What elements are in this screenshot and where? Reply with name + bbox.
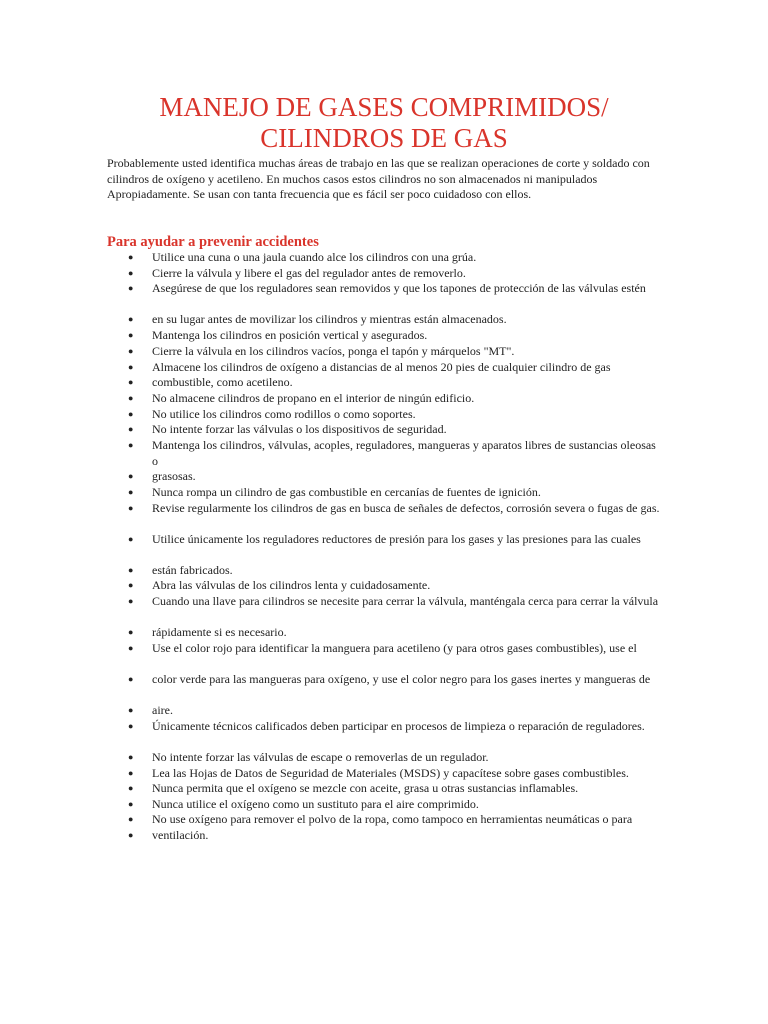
bullet-icon: ● xyxy=(128,534,134,544)
bullet-icon: ● xyxy=(128,487,134,497)
bullet-icon: ● xyxy=(128,409,134,419)
bullet-icon: ● xyxy=(128,752,134,762)
list-item-text: No almacene cilindros de propano en el interior de ningún edificio. xyxy=(152,391,475,405)
document-title: MANEJO DE GASES COMPRIMIDOS/ CILINDROS DE GAS xyxy=(159,92,609,153)
bullet-icon: ● xyxy=(128,393,134,403)
list-item-text: están fabricados. xyxy=(152,563,233,577)
list-item-text: Mantenga los cilindros, válvulas, acoples, reguladores, mangueras y aparatos libres de sustancias oleosas o xyxy=(152,438,656,468)
list-item-text: Únicamente técnicos calificados deben participar en procesos de limpieza o reparación de reguladores. xyxy=(152,719,645,733)
intro-line: cilindros de oxígeno y acetileno. En muchos casos estos cilindros no son almacenados ni manipulados xyxy=(107,171,598,186)
bullet-icon: ● xyxy=(128,565,134,575)
bullet-icon: ● xyxy=(128,268,134,278)
bullet-icon: ● xyxy=(128,252,134,262)
bullet-icon: ● xyxy=(128,768,134,778)
list-item-text: Asegúrese de que los reguladores sean removidos y que los tapones de protección de las válvulas estén xyxy=(152,281,646,295)
bullet-icon: ● xyxy=(128,627,134,637)
bullet-icon: ● xyxy=(128,830,134,840)
list-item-text: Utilice únicamente los reguladores reductores de presión para los gases y las presiones para las cuales xyxy=(152,532,641,546)
bullet-icon: ● xyxy=(128,596,134,606)
list-item-text: rápidamente si es necesario. xyxy=(152,625,287,639)
list-item-text: Almacene los cilindros de oxígeno a distancias de al menos 20 pies de cualquier cilindro de gas xyxy=(152,360,611,374)
bullet-icon: ● xyxy=(128,362,134,372)
list-item-text: Cierre la válvula y libere el gas del regulador antes de removerlo. xyxy=(152,266,466,280)
list-item-text: ventilación. xyxy=(152,828,209,842)
bullet-icon: ● xyxy=(128,471,134,481)
list-item-text: Abra las válvulas de los cilindros lenta y cuidadosamente. xyxy=(152,578,431,592)
list-item-text: Use el color rojo para identificar la manguera para acetileno (y para otros gases combustibles), use el xyxy=(152,641,637,655)
section-heading: Para ayudar a prevenir accidentes xyxy=(107,234,319,250)
list-item-text: Mantenga los cilindros en posición vertical y asegurados. xyxy=(152,328,428,342)
bullet-icon: ● xyxy=(128,283,134,293)
list-item-text: Cuando una llave para cilindros se necesite para cerrar la válvula, manténgala cerca para cerrar la válvula xyxy=(152,594,659,608)
intro-line: Probablemente usted identifica muchas áreas de trabajo en las que se realizan operaciones de corte y soldado con xyxy=(107,156,650,170)
intro-line: Apropiadamente. Se usan con tanta frecuencia que es fácil ser poco cuidadoso con ellos. xyxy=(107,187,532,201)
bullet-icon: ● xyxy=(128,643,134,653)
bullet-icon: ● xyxy=(128,330,134,340)
list-item-text: Utilice una cuna o una jaula cuando alce los cilindros con una grúa. xyxy=(152,250,477,264)
bullet-icon: ● xyxy=(128,705,134,715)
list-item-text: aire. xyxy=(152,703,173,717)
bullet-icon: ● xyxy=(128,783,134,793)
list-item-text: Lea las Hojas de Datos de Seguridad de Materiales (MSDS) y capacítese sobre gases combustibles. xyxy=(152,766,629,780)
list-item-text: No intente forzar las válvulas o los dispositivos de seguridad. xyxy=(152,422,447,436)
bullet-icon: ● xyxy=(128,377,134,387)
bullet-icon: ● xyxy=(128,503,134,513)
list-item-text: Nunca permita que el oxígeno se mezcle con aceite, grasa u otras sustancias inflamables. xyxy=(152,781,579,795)
list-item-text: No intente forzar las válvulas de escape o removerlas de un regulador. xyxy=(152,750,489,764)
list-item-text: No utilice los cilindros como rodillos o como soportes. xyxy=(152,407,416,421)
bullet-icon: ● xyxy=(128,721,134,731)
list-item-text: en su lugar antes de movilizar los cilindros y mientras están almacenados. xyxy=(152,312,507,326)
bullet-icon: ● xyxy=(128,799,134,809)
list-item-text: Cierre la válvula en los cilindros vacíos, ponga el tapón y márquelos "MT". xyxy=(152,344,515,358)
bullet-icon: ● xyxy=(128,814,134,824)
list-item-text: combustible, como acetileno. xyxy=(152,375,293,389)
bullet-icon: ● xyxy=(128,580,134,590)
list-item-text: Revise regularmente los cilindros de gas en busca de señales de defectos, corrosión severa o fugas de gas. xyxy=(152,501,660,515)
list-item-text: grasosas. xyxy=(152,469,196,483)
list-item-text: Nunca utilice el oxígeno como un sustituto para el aire comprimido. xyxy=(152,797,479,811)
intro-paragraph xyxy=(107,156,667,203)
bullet-icon: ● xyxy=(128,424,134,434)
list-item-text: Nunca rompa un cilindro de gas combustible en cercanías de fuentes de ignición. xyxy=(152,485,541,499)
bullet-icon: ● xyxy=(128,440,134,450)
list-item-text: color verde para las mangueras para oxígeno, y use el color negro para los gases inertes y mangueras de xyxy=(152,672,651,686)
bullet-icon: ● xyxy=(128,346,134,356)
bullet-icon: ● xyxy=(128,314,134,324)
list-item-text: No use oxígeno para remover el polvo de la ropa, como tampoco en herramientas neumáticas o para xyxy=(152,812,633,826)
bullet-icon: ● xyxy=(128,674,134,684)
